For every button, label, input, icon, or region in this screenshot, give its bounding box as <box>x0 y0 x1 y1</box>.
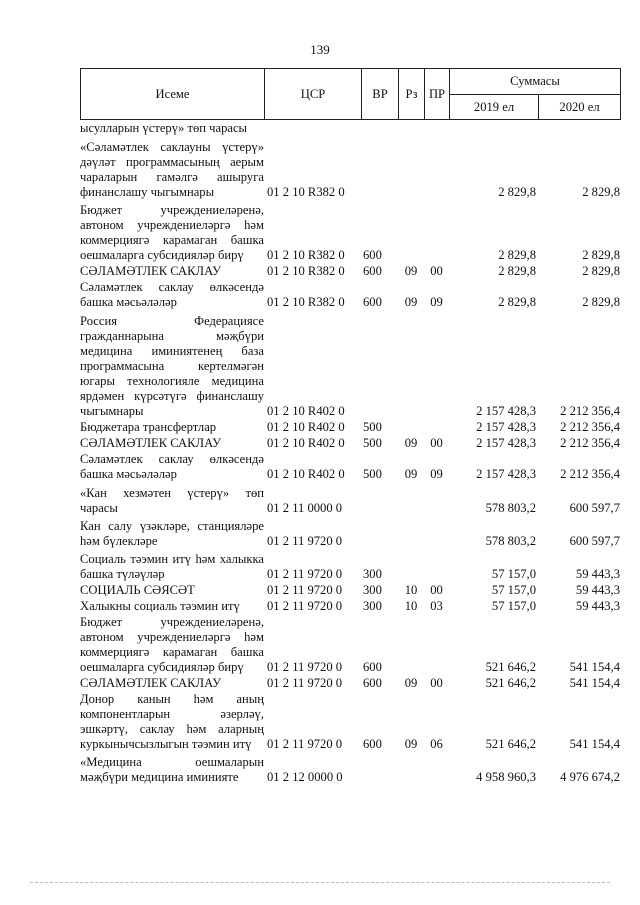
table-row <box>80 121 620 136</box>
row-name: СӘЛАМӘТЛЕК САКЛАУ <box>80 676 221 690</box>
row-pr-code: 06 <box>430 737 443 751</box>
table-row <box>80 486 620 516</box>
row-vr-code: 600 <box>363 295 382 309</box>
row-amount-2020: 600 597,7 <box>569 534 620 548</box>
row-amount-2019: 4 958 960,3 <box>476 770 536 784</box>
row-csr-code: 01 2 10 R402 0 <box>267 420 345 434</box>
row-name: Донор канын һәм аның компонентларын әзерләү, эшкәртү, саклау һәм аларның куркынычсызлыгын тәэмин итү <box>80 692 264 751</box>
row-vr-code: 300 <box>363 583 382 597</box>
row-csr-code: 01 2 12 0000 0 <box>267 770 343 784</box>
row-name: «Сәламәтлек саклауны үстерү» дәүләт программасының аерым чараларын гамәлгә ашыруга финанслашу чыгымнары <box>80 140 264 199</box>
row-amount-2019: 521 646,2 <box>485 676 536 690</box>
row-vr-code: 600 <box>363 264 382 278</box>
row-name: Халыкны социаль тәэмин итү <box>80 599 240 613</box>
row-csr-code: 01 2 11 9720 0 <box>267 599 343 613</box>
row-amount-2019: 521 646,2 <box>485 660 536 674</box>
row-vr-code: 300 <box>363 567 382 581</box>
row-amount-2020: 59 443,3 <box>575 583 620 597</box>
row-amount-2019: 2 157 428,3 <box>476 436 536 450</box>
row-amount-2019: 521 646,2 <box>485 737 536 751</box>
table-row <box>80 264 620 279</box>
row-csr-code: 01 2 11 0000 0 <box>267 501 343 515</box>
row-vr-code: 600 <box>363 737 382 751</box>
table-row <box>80 420 620 435</box>
budget-table-body <box>80 121 620 785</box>
row-rz-code: 09 <box>404 467 418 481</box>
row-amount-2019: 57 157,0 <box>491 583 536 597</box>
row-amount-2019: 2 829,8 <box>498 248 536 262</box>
row-amount-2019: 578 803,2 <box>485 534 536 548</box>
row-csr-code: 01 2 10 R382 0 <box>267 248 345 262</box>
row-name: Сәламәтлек саклау өлкәсендә башка мәсьәләләр <box>80 452 264 481</box>
header-rz: Рз <box>399 69 425 120</box>
row-csr-code: 01 2 11 9720 0 <box>267 737 343 751</box>
row-rz-code: 10 <box>404 583 418 597</box>
row-amount-2019: 2 157 428,3 <box>476 420 536 434</box>
row-amount-2020: 541 154,4 <box>569 660 620 674</box>
row-amount-2020: 2 829,8 <box>582 295 620 309</box>
table-row <box>80 676 620 691</box>
row-csr-code: 01 2 11 9720 0 <box>267 534 343 548</box>
row-name: Бюджетара трансфертлар <box>80 420 217 434</box>
header-vr: ВР <box>362 69 399 120</box>
header-name: Исеме <box>81 69 265 120</box>
row-amount-2019: 2 829,8 <box>498 295 536 309</box>
row-vr-code: 500 <box>363 467 382 481</box>
row-pr-code: 09 <box>430 467 443 481</box>
row-pr-code: 00 <box>430 676 443 690</box>
row-amount-2019: 2 157 428,3 <box>476 404 536 418</box>
header-year-2019: 2019 ел <box>450 95 539 120</box>
table-row <box>80 599 620 614</box>
row-csr-code: 01 2 10 R382 0 <box>267 295 345 309</box>
row-rz-code: 09 <box>404 264 418 278</box>
row-csr-code: 01 2 11 9720 0 <box>267 567 343 581</box>
header-csr: ЦСР <box>265 69 362 120</box>
table-row <box>80 755 620 785</box>
row-pr-code: 00 <box>430 583 443 597</box>
row-name: ысулларын үстерү» төп чарасы <box>80 121 248 135</box>
row-amount-2020: 2 212 356,4 <box>560 404 620 418</box>
row-csr-code: 01 2 11 9720 0 <box>267 676 343 690</box>
header-pr: ПР <box>425 69 450 120</box>
row-name: «Медицина оешмаларын мәҗбүри медицина иминияте <box>80 755 264 784</box>
row-name: Кан салу үзәкләре, станцияләре һәм бүлекләре <box>80 519 264 548</box>
row-vr-code: 600 <box>363 660 382 674</box>
table-header <box>80 68 621 120</box>
row-csr-code: 01 2 10 R402 0 <box>267 436 345 450</box>
row-pr-code: 00 <box>430 436 443 450</box>
row-csr-code: 01 2 10 R382 0 <box>267 185 345 199</box>
row-amount-2019: 2 157 428,3 <box>476 467 536 481</box>
row-vr-code: 500 <box>363 420 382 434</box>
row-rz-code: 09 <box>404 295 418 309</box>
row-csr-code: 01 2 10 R402 0 <box>267 467 345 481</box>
header-year-2020: 2020 ел <box>539 95 621 120</box>
row-amount-2020: 541 154,4 <box>569 676 620 690</box>
row-csr-code: 01 2 11 9720 0 <box>267 583 343 597</box>
row-amount-2019: 578 803,2 <box>485 501 536 515</box>
row-name: Сәламәтлек саклау өлкәсендә башка мәсьәләләр <box>80 280 264 309</box>
row-csr-code: 01 2 10 R402 0 <box>267 404 345 418</box>
row-rz-code: 10 <box>404 599 418 613</box>
row-amount-2019: 2 829,8 <box>498 264 536 278</box>
row-name: СОЦИАЛЬ СӘЯСӘТ <box>80 583 195 597</box>
row-amount-2020: 2 829,8 <box>582 264 620 278</box>
table-row <box>80 203 620 263</box>
row-vr-code: 600 <box>363 248 382 262</box>
row-amount-2020: 2 829,8 <box>582 248 620 262</box>
table-row <box>80 452 620 482</box>
row-pr-code: 09 <box>430 295 443 309</box>
row-vr-code: 500 <box>363 436 382 450</box>
page-bottom-divider <box>30 882 610 883</box>
table-row <box>80 692 620 752</box>
row-name: Бюджет учреждениеләренә, автоном учреждениеләргә һәм коммерциягә карамаган башка оешмаларга субсидияләр бирү <box>80 615 264 674</box>
row-amount-2020: 2 212 356,4 <box>560 436 620 450</box>
row-amount-2020: 2 212 356,4 <box>560 420 620 434</box>
row-amount-2020: 2 829,8 <box>582 185 620 199</box>
table-row <box>80 314 620 419</box>
row-rz-code: 09 <box>404 737 418 751</box>
row-rz-code: 09 <box>404 676 418 690</box>
page-number: 139 <box>310 42 330 57</box>
row-name: СӘЛАМӘТЛЕК САКЛАУ <box>80 436 221 450</box>
row-name: СӘЛАМӘТЛЕК САКЛАУ <box>80 264 221 278</box>
row-amount-2020: 2 212 356,4 <box>560 467 620 481</box>
row-pr-code: 00 <box>430 264 443 278</box>
row-amount-2019: 57 157,0 <box>491 599 536 613</box>
row-amount-2020: 4 976 674,2 <box>560 770 620 784</box>
row-amount-2020: 600 597,7 <box>569 501 620 515</box>
table-row <box>80 552 620 582</box>
row-name: Бюджет учреждениеләренә, автоном учреждениеләргә һәм коммерциягә карамаган башка оешмаларга субсидияләр бирү <box>80 203 264 262</box>
table-row <box>80 615 620 675</box>
row-name: Россия Федерациясе гражданнарына мәҗбүри медицина иминиятенең база программасына кертелмәгән югары технологияле медицина ярдәмен күрсәтүгә финанслашу чыгымнары <box>80 314 264 418</box>
table-row <box>80 519 620 549</box>
row-amount-2020: 541 154,4 <box>569 737 620 751</box>
row-csr-code: 01 2 10 R382 0 <box>267 264 345 278</box>
row-csr-code: 01 2 11 9720 0 <box>267 660 343 674</box>
table-row <box>80 583 620 598</box>
row-vr-code: 600 <box>363 676 382 690</box>
table-row <box>80 280 620 310</box>
row-amount-2020: 59 443,3 <box>575 567 620 581</box>
header-sums: Суммасы <box>450 69 621 95</box>
row-vr-code: 300 <box>363 599 382 613</box>
row-rz-code: 09 <box>404 436 418 450</box>
row-pr-code: 03 <box>430 599 443 613</box>
row-name: «Кан хезмәтен үстерү» төп чарасы <box>80 486 264 515</box>
table-row <box>80 140 620 200</box>
row-amount-2019: 57 157,0 <box>491 567 536 581</box>
row-name: Социаль тәэмин итү һәм халыкка башка түләүләр <box>80 552 264 581</box>
row-amount-2019: 2 829,8 <box>498 185 536 199</box>
row-amount-2020: 59 443,3 <box>575 599 620 613</box>
table-row <box>80 436 620 451</box>
